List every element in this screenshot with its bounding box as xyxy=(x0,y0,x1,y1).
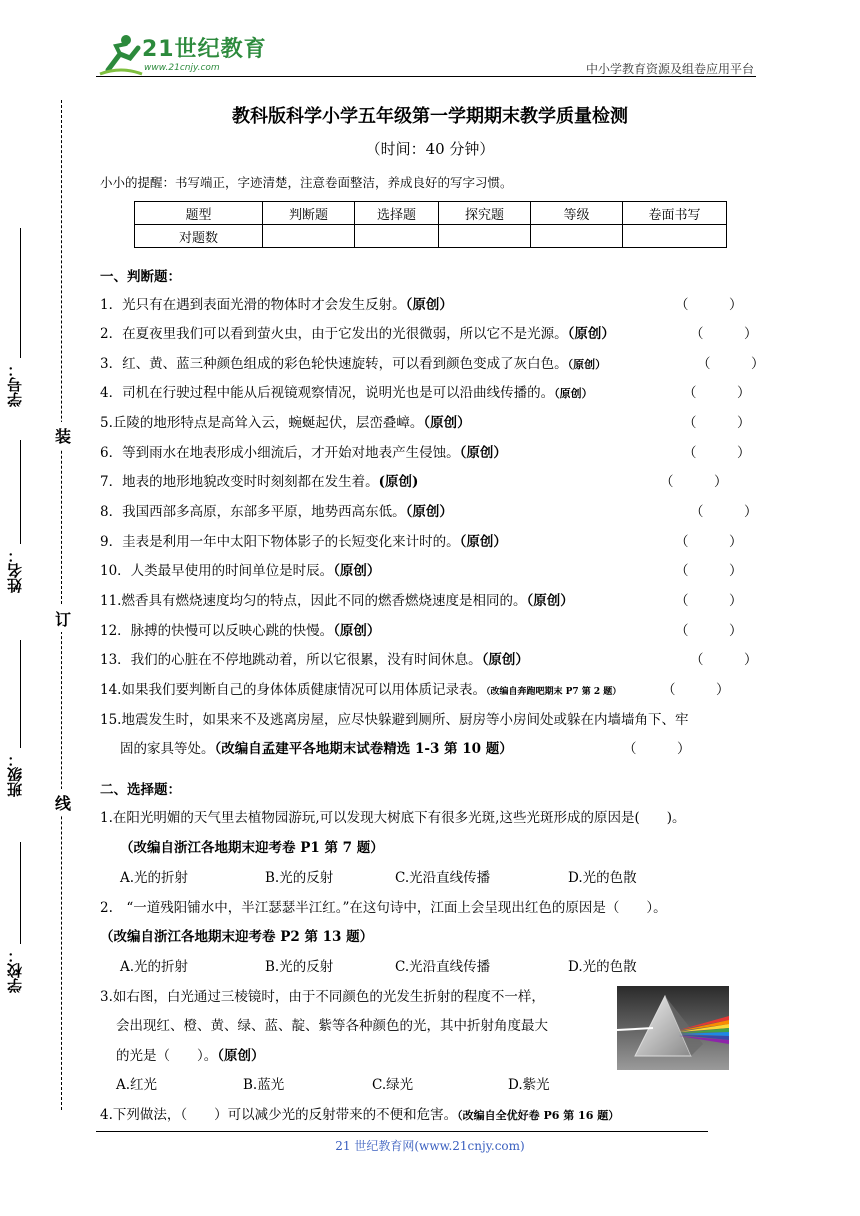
school-label: 学校： xyxy=(6,948,24,993)
table-row xyxy=(135,225,727,248)
answer-paren[interactable]: （ ） xyxy=(683,415,751,431)
choice-question-1-source: （改编自浙江各地期末迎考卷 P1 第 7 题） xyxy=(120,840,384,856)
option-d[interactable]: D.光的色散 xyxy=(568,870,637,886)
reminder-text: 小小的提醒：书写端正，字迹清楚，注意卷面整洁，养成良好的写字习惯。 xyxy=(100,175,513,190)
logo-text: 21世纪教育 xyxy=(142,37,267,62)
judge-question-3: 3．红、黄、蓝三种颜色组成的彩色轮快速旋转，可以看到颜色变成了灰白色。（原创） xyxy=(100,356,607,372)
student-number-line xyxy=(20,228,21,358)
option-b[interactable]: B.光的反射 xyxy=(265,870,334,886)
runner-icon xyxy=(96,30,146,80)
judge-question-5: 5.丘陵的地形特点是高耸入云，蜿蜒起伏，层峦叠嶂。（原创） xyxy=(100,415,471,431)
answer-paren[interactable]: （ ） xyxy=(675,593,743,609)
school-line xyxy=(20,842,21,944)
option-b[interactable]: B.光的反射 xyxy=(265,959,334,975)
answer-paren[interactable]: （ ） xyxy=(675,623,743,639)
answer-paren[interactable]: （ ） xyxy=(683,445,751,461)
choice-question-3-line2: 会出现红、橙、黄、绿、蓝、靛、紫等各种颜色的光，其中折射角度最大 xyxy=(116,1018,548,1034)
option-a[interactable]: A.光的折射 xyxy=(120,870,189,886)
score-table xyxy=(134,201,727,248)
footer-text[interactable]: 21 世纪教育网(www.21cnjy.com) xyxy=(335,1139,525,1153)
answer-paren[interactable]: （ ） xyxy=(662,682,730,698)
table-header-cell: 判断题 xyxy=(263,202,355,225)
table-header-cell: 探究题 xyxy=(439,202,531,225)
judge-question-15: 15.地震发生时，如果来不及逃离房屋，应尽快躲避到厕所、厨房等小房间处或躲在内墙墙角下、牢 xyxy=(100,712,689,728)
option-d[interactable]: D.紫光 xyxy=(508,1077,550,1093)
judge-question-2: 2．在夏夜里我们可以看到萤火虫，由于它发出的光很微弱，所以它不是光源。（原创） xyxy=(100,326,615,342)
table-header-cell: 卷面书写 xyxy=(623,202,727,225)
option-a[interactable]: A.红光 xyxy=(116,1077,158,1093)
answer-paren[interactable]: （ ） xyxy=(623,741,691,757)
answer-paren[interactable]: （ ） xyxy=(683,385,751,401)
choice-question-2: 2. “一道残阳铺水中，半江瑟瑟半江红。”在这句诗中，江面上会呈现出红色的原因是（ ）。 xyxy=(100,900,667,916)
score-cell[interactable] xyxy=(623,225,727,248)
prism-icon xyxy=(617,986,729,1070)
table-header-cell: 等级 xyxy=(531,202,623,225)
option-c[interactable]: C.绿光 xyxy=(372,1077,414,1093)
table-header-row xyxy=(135,202,727,225)
choice-question-3-line1: 3.如右图，白光通过三棱镜时，由于不同颜色的光发生折射的程度不一样， xyxy=(100,989,545,1005)
option-b[interactable]: B.蓝光 xyxy=(243,1077,285,1093)
table-header-cell: 选择题 xyxy=(355,202,439,225)
exam-time: （时间：40 分钟） xyxy=(365,140,495,158)
score-cell[interactable] xyxy=(263,225,355,248)
judge-question-8: 8．我国西部多高原，东部多平原，地势西高东低。（原创） xyxy=(100,504,453,520)
answer-paren[interactable]: （ ） xyxy=(675,534,743,550)
judge-question-7: 7．地表的地形地貌改变时时刻刻都在发生着。(原创) xyxy=(100,474,419,490)
judge-question-9: 9．圭表是利用一年中太阳下物体影子的长短变化来计时的。（原创） xyxy=(100,534,507,550)
option-d[interactable]: D.光的色散 xyxy=(568,959,637,975)
answer-paren[interactable]: （ ） xyxy=(690,326,758,342)
answer-paren[interactable]: （ ） xyxy=(690,652,758,668)
binding-char-ding: 订 xyxy=(55,605,71,632)
table-header-cell: 题型 xyxy=(135,202,263,225)
name-label: 姓名： xyxy=(6,548,24,593)
answer-paren[interactable]: （ ） xyxy=(675,563,743,579)
judge-question-13: 13．我们的心脏在不停地跳动着，所以它很累，没有时间休息。（原创） xyxy=(100,652,529,668)
logo-url: www.21cnjy.com xyxy=(144,63,220,73)
binding-char-zhuang: 装 xyxy=(55,422,71,449)
platform-name: 中小学教育资源及组卷应用平台 xyxy=(585,62,754,76)
section2-heading: 二、选择题： xyxy=(100,782,181,798)
table-row-label: 对题数 xyxy=(135,225,263,248)
judge-question-12: 12．脉搏的快慢可以反映心跳的快慢。（原创） xyxy=(100,623,381,639)
header-divider xyxy=(96,76,756,77)
section1-heading: 一、判断题： xyxy=(100,269,181,285)
choice-question-4: 4.下列做法，（ ）可以减少光的反射带来的不便和危害。（改编自全优好卷 P6 第 16 题） xyxy=(100,1107,620,1123)
answer-paren[interactable]: （ ） xyxy=(690,504,758,520)
answer-paren[interactable]: （ ） xyxy=(675,297,743,313)
class-label: 班级： xyxy=(6,752,24,797)
judge-question-10: 10．人类最早使用的时间单位是时辰。（原创） xyxy=(100,563,381,579)
judge-question-15-cont: 固的家具等处。（改编自孟建平各地期末试卷精选 1-3 第 10 题） xyxy=(120,741,513,757)
choice-question-3-line3: 的光是（ ）。（原创） xyxy=(116,1048,265,1064)
option-a[interactable]: A.光的折射 xyxy=(120,959,189,975)
choice-question-2-source: （改编自浙江各地期末迎考卷 P2 第 13 题） xyxy=(100,929,374,945)
judge-question-4: 4．司机在行驶过程中能从后视镜观察情况，说明光也是可以沿曲线传播的。（原创） xyxy=(100,385,593,401)
binding-char-xian: 线 xyxy=(55,789,71,816)
footer-divider xyxy=(96,1131,708,1132)
name-line xyxy=(20,440,21,544)
prism-image xyxy=(617,986,729,1070)
class-line xyxy=(20,640,21,748)
choice-question-1: 1.在阳光明媚的天气里去植物园游玩,可以发现大树底下有很多光斑,这些光斑形成的原因是( )。 xyxy=(100,810,686,826)
judge-question-6: 6．等到雨水在地表形成小细流后，才开始对地表产生侵蚀。（原创） xyxy=(100,445,507,461)
option-c[interactable]: C.光沿直线传播 xyxy=(395,870,491,886)
answer-paren[interactable]: （ ） xyxy=(660,474,728,490)
judge-question-1: 1．光只有在遇到表面光滑的物体时才会发生反射。（原创） xyxy=(100,297,453,313)
judge-question-14: 14.如果我们要判断自己的身体体质健康情况可以用体质记录表。（改编自奔跑吧期末 P7 第 2 题） xyxy=(100,682,622,698)
student-number-label: 学号： xyxy=(6,362,24,407)
exam-title: 教科版科学小学五年级第一学期期末教学质量检测 xyxy=(232,106,628,127)
score-cell[interactable] xyxy=(355,225,439,248)
score-cell[interactable] xyxy=(439,225,531,248)
answer-paren[interactable]: （ ） xyxy=(697,356,765,372)
score-cell[interactable] xyxy=(531,225,623,248)
option-c[interactable]: C.光沿直线传播 xyxy=(395,959,491,975)
judge-question-11: 11.燃香具有燃烧速度均匀的特点，因此不同的燃香燃烧速度是相同的。（原创） xyxy=(100,593,574,609)
